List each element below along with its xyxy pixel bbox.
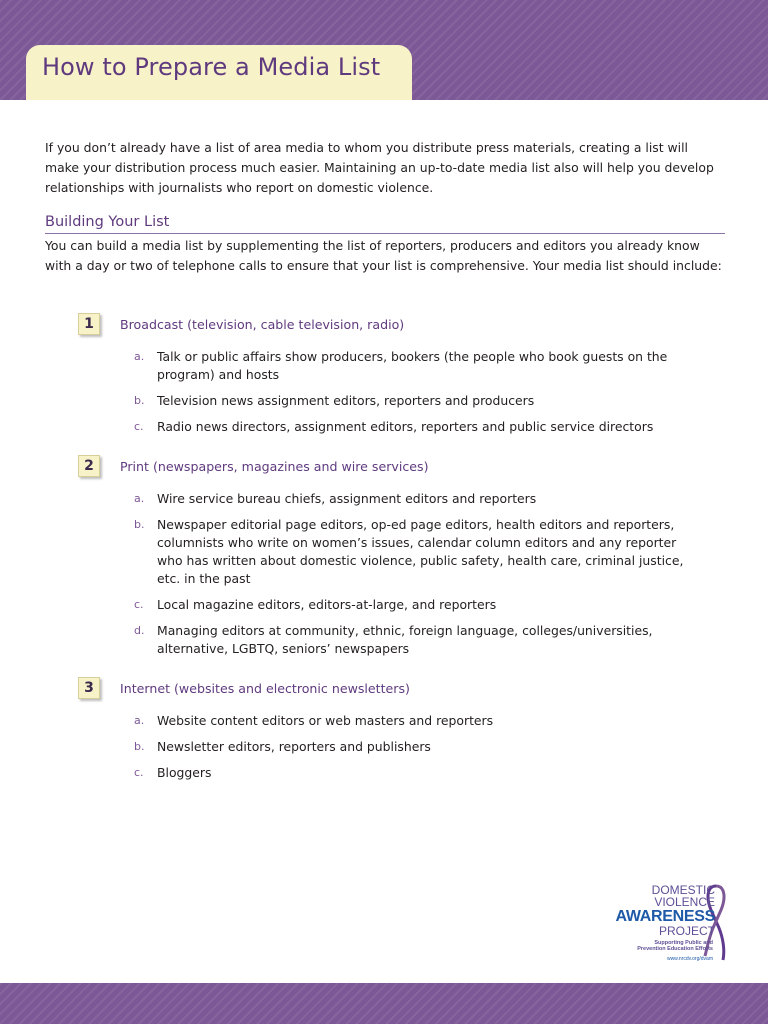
- list-item: [134, 418, 694, 436]
- logo-line-domestic: DOMESTIC: [651, 883, 715, 897]
- media-group-broadcast: [45, 312, 725, 436]
- item-letter: d.: [134, 624, 145, 637]
- media-group-internet: [45, 676, 725, 782]
- item-text: Wire service bureau chiefs, assignment editors and reporters: [157, 491, 537, 506]
- logo-tagline-1: Supporting Public and: [654, 940, 713, 946]
- item-letter: b.: [134, 394, 145, 407]
- group-title: Print (newspapers, magazines and wire services): [120, 458, 429, 474]
- media-group-print: [45, 454, 725, 658]
- title-tab: [26, 45, 412, 100]
- page-title: How to Prepare a Media List: [42, 53, 381, 81]
- group-number-badge: 1: [78, 313, 100, 335]
- item-text: Television news assignment editors, reporters and producers: [157, 393, 535, 408]
- logo-line-project: PROJECT: [658, 924, 715, 938]
- logo-tagline-2: Prevention Education Efforts: [637, 946, 713, 952]
- group-number-badge: 2: [78, 455, 100, 477]
- logo-url: www.nrcdv.org/dvam: [666, 956, 713, 962]
- dvap-logo: [603, 884, 733, 980]
- item-letter: c.: [134, 420, 144, 433]
- section-paragraph: You can build a media list by supplementing the list of reporters, producers and editors you already know with a day or two of telephone calls to ensure that your list is comprehensive. Your media list should include:: [45, 238, 722, 273]
- item-text: Website content editors or web masters and reporters: [157, 713, 494, 728]
- item-text: Newsletter editors, reporters and publishers: [157, 739, 431, 754]
- item-letter: c.: [134, 598, 144, 611]
- list-item: [134, 764, 694, 782]
- item-letter: c.: [134, 766, 144, 779]
- item-text: Radio news directors, assignment editors, reporters and public service directors: [157, 419, 654, 434]
- list-item: [134, 516, 694, 588]
- list-item: [134, 712, 694, 730]
- logo-line-awareness: AWARENESS: [615, 908, 715, 925]
- item-text: Local magazine editors, editors-at-large, and reporters: [157, 597, 497, 612]
- list-item: [134, 348, 694, 384]
- document-body: [45, 138, 725, 800]
- item-letter: b.: [134, 740, 145, 753]
- item-letter: a.: [134, 350, 145, 363]
- group-title: Internet (websites and electronic newsletters): [120, 680, 410, 696]
- group-title: Broadcast (television, cable television, radio): [120, 316, 405, 332]
- item-text: Talk or public affairs show producers, bookers (the people who book guests on the program) and hosts: [157, 349, 668, 382]
- list-item: [134, 738, 694, 756]
- list-item: [134, 596, 694, 614]
- logo-line-violence: VIOLENCE: [654, 895, 715, 909]
- group-number-badge: 3: [78, 677, 100, 699]
- list-item: [134, 622, 694, 658]
- item-letter: a.: [134, 492, 145, 505]
- footer-band: [0, 983, 768, 1024]
- item-letter: b.: [134, 518, 145, 531]
- item-text: Newspaper editorial page editors, op-ed page editors, health editors and reporters, columnists who write on women’s issues, calendar column editors and any reporter who has written about domestic violence, public safety, health care, criminal justice, etc. in the past: [157, 517, 684, 586]
- item-text: Managing editors at community, ethnic, foreign language, colleges/universities, alternative, LGBTQ, seniors’ newspapers: [157, 623, 653, 656]
- item-text: Bloggers: [157, 765, 212, 780]
- intro-paragraph: If you don’t already have a list of area media to whom you distribute press materials, creating a list will make your distribution process much easier. Maintaining an up-to-date media list also will help you develop relationships with journalists who report on domestic violence.: [45, 140, 714, 195]
- list-item: [134, 490, 694, 508]
- list-item: [134, 392, 694, 410]
- item-letter: a.: [134, 714, 145, 727]
- section-heading: Building Your List: [45, 214, 725, 234]
